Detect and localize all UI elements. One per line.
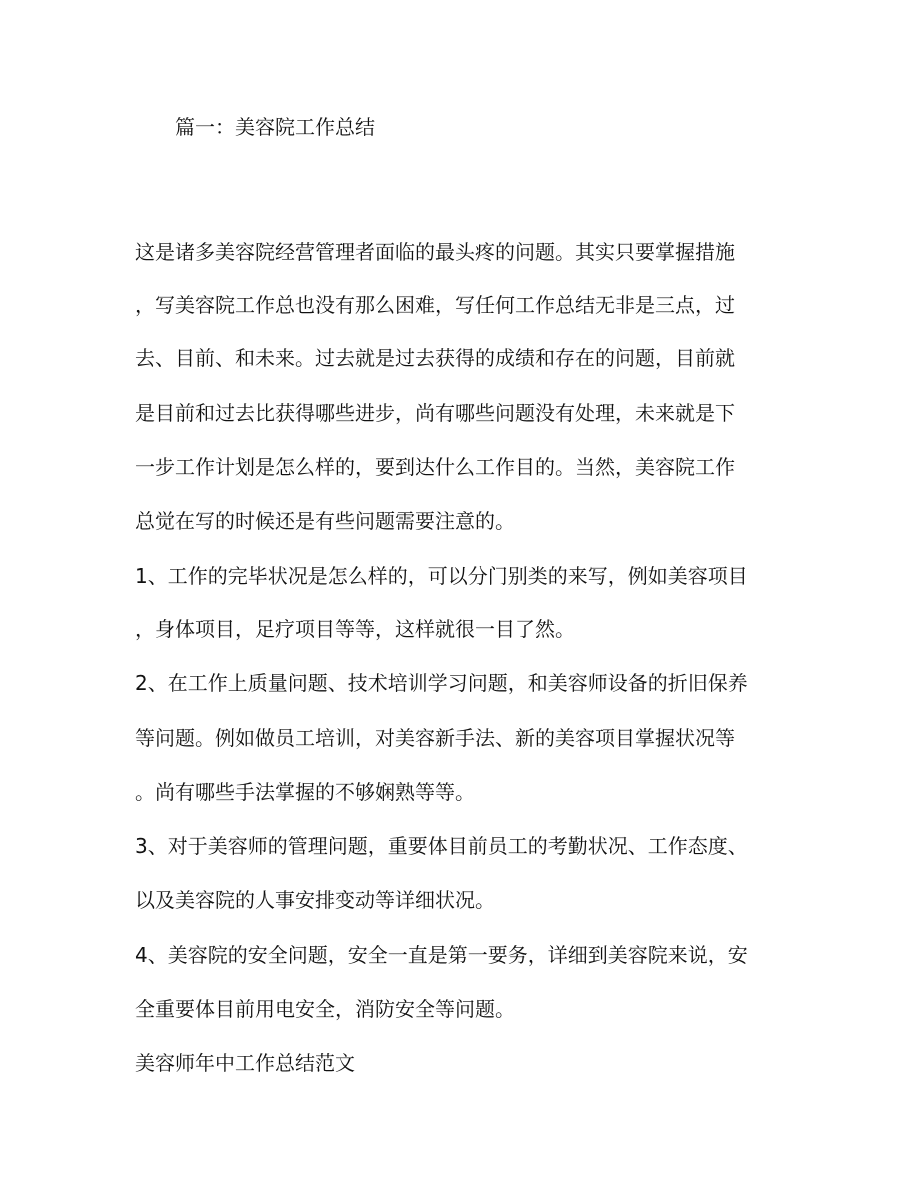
paragraph-line: 。尚有哪些手法掌握的不够娴熟等等。 (135, 780, 475, 804)
paragraph-line: 全重要体目前用电安全，消防安全等问题。 (135, 997, 515, 1021)
paragraph-line: 3、对于美容师的管理问题，重要体目前员工的考勤状况、工作态度、 (135, 834, 748, 858)
paragraph-line: ，写美容院工作总也没有那么困难，写任何工作总结无非是三点，过 (135, 293, 735, 317)
paragraph-line: 这是诸多美容院经营管理者面临的最头疼的问题。其实只要掌握措施 (135, 240, 735, 264)
paragraph-line: 以及美容院的人事安排变动等详细状况。 (135, 888, 495, 912)
paragraph-line: 是目前和过去比获得哪些进步，尚有哪些问题没有处理，未来就是下 (135, 401, 735, 425)
section-heading: 美容师年中工作总结范文 (135, 1051, 355, 1075)
paragraph-line: 总觉在写的时候还是有些问题需要注意的。 (135, 509, 515, 533)
paragraph-line: 1、工作的完毕状况是怎么样的，可以分门别类的来写，例如美容项目 (135, 564, 748, 588)
document-title: 篇一：美容院工作总结 (175, 115, 375, 139)
paragraph-line: ，身体项目，足疗项目等等，这样就很一目了然。 (135, 617, 575, 641)
paragraph-line: 2、在工作上质量问题、技术培训学习问题，和美容师设备的折旧保养 (135, 671, 748, 695)
paragraph-line: 一步工作计划是怎么样的，要到达什么工作目的。当然，美容院工作 (135, 455, 735, 479)
paragraph-line: 去、目前、和未来。过去就是过去获得的成绩和存在的问题，目前就 (135, 346, 735, 370)
paragraph-line: 等问题。例如做员工培训，对美容新手法、新的美容项目掌握状况等 (135, 726, 735, 750)
paragraph-line: 4、美容院的安全问题，安全一直是第一要务，详细到美容院来说，安 (135, 943, 748, 967)
